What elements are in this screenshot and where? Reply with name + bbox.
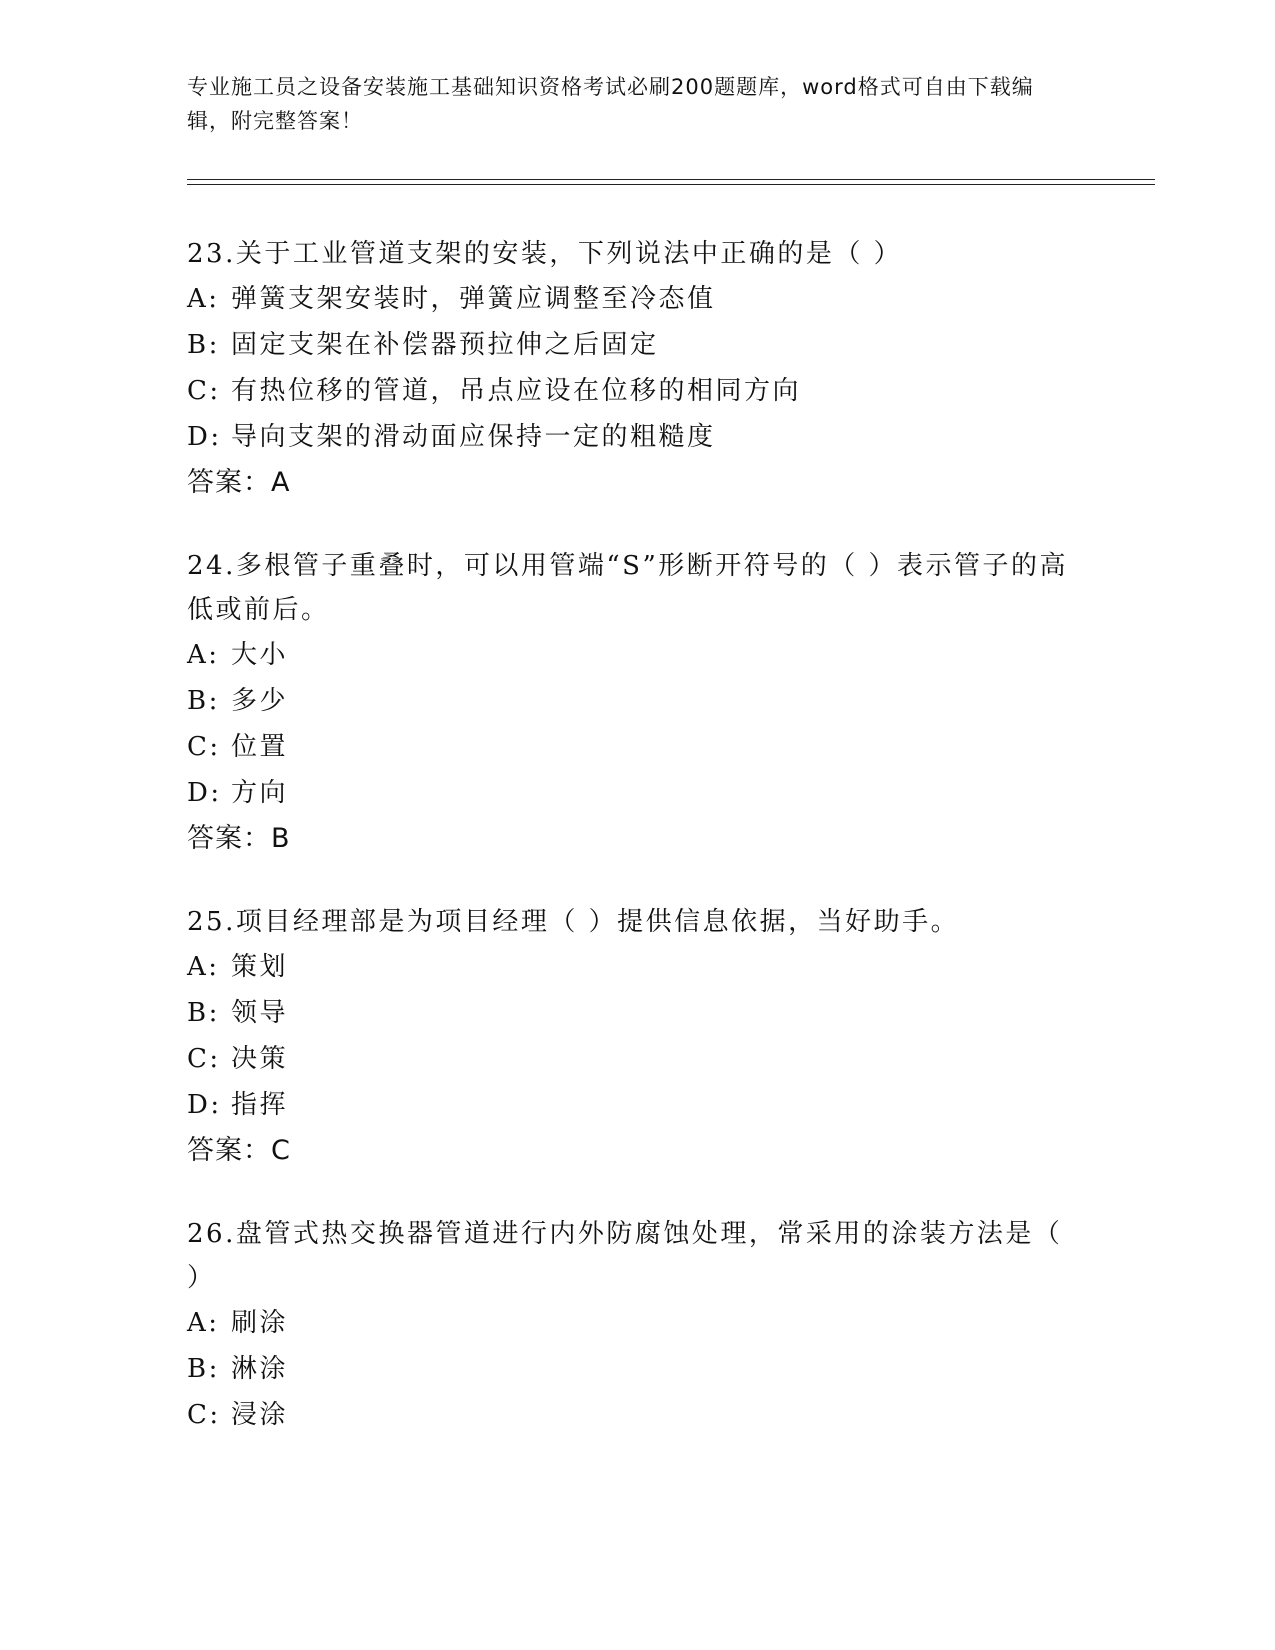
- question-stem: [187, 232, 1087, 276]
- question-text: 项目经理部是为项目经理（ ）提供信息依据，当好助手。: [235, 907, 960, 937]
- option-letter: B:: [187, 330, 220, 360]
- option-letter: B:: [187, 686, 220, 716]
- option-a: [187, 944, 1087, 990]
- option-letter: B:: [187, 998, 220, 1028]
- option-text: 决策: [231, 1044, 289, 1074]
- option-d: [187, 1082, 1087, 1128]
- answer-value: A: [271, 467, 291, 498]
- question-stem: [187, 900, 1087, 944]
- document-header: [187, 70, 1067, 138]
- answer-label: 答案：: [187, 1135, 271, 1166]
- option-letter: A:: [187, 952, 220, 982]
- question-number: 26.: [187, 1219, 236, 1249]
- option-b: [187, 678, 1087, 724]
- option-letter: C:: [187, 732, 221, 762]
- option-c: [187, 368, 1087, 414]
- option-letter: B:: [187, 1354, 220, 1384]
- option-d: [187, 770, 1087, 816]
- option-text: 多少: [231, 686, 289, 716]
- question-text: 盘管式热交换器管道进行内外防腐蚀处理，常采用的涂装方法是（ ）: [187, 1219, 1063, 1293]
- option-text: 浸涂: [231, 1400, 289, 1430]
- option-letter: A:: [187, 640, 220, 670]
- header-divider-top: [187, 179, 1155, 180]
- answer-label: 答案：: [187, 823, 271, 854]
- question-list: [187, 232, 1087, 1476]
- answer-line: [187, 1128, 1087, 1174]
- question-26: [187, 1212, 1087, 1438]
- option-letter: D:: [187, 1090, 222, 1120]
- option-c: [187, 724, 1087, 770]
- option-text: 指挥: [231, 1090, 289, 1120]
- question-number: 25.: [187, 907, 236, 937]
- option-text: 有热位移的管道，吊点应设在位移的相同方向: [231, 376, 802, 406]
- question-23: [187, 232, 1087, 506]
- option-letter: C:: [187, 1400, 221, 1430]
- option-a: [187, 276, 1087, 322]
- question-24: [187, 544, 1087, 862]
- option-letter: C:: [187, 376, 221, 406]
- option-text: 领导: [231, 998, 289, 1028]
- question-number: 24.: [187, 551, 236, 581]
- option-text: 位置: [231, 732, 289, 762]
- option-b: [187, 990, 1087, 1036]
- question-number: 23.: [187, 239, 236, 269]
- question-text: 关于工业管道支架的安装，下列说法中正确的是（ ）: [235, 239, 903, 269]
- answer-value: C: [271, 1135, 291, 1166]
- answer-line: [187, 816, 1087, 862]
- option-text: 固定支架在补偿器预拉伸之后固定: [231, 330, 659, 360]
- option-c: [187, 1392, 1087, 1438]
- option-text: 淋涂: [231, 1354, 289, 1384]
- answer-line: [187, 460, 1087, 506]
- question-text: 多根管子重叠时，可以用管端“S”形断开符号的（ ）表示管子的高低或前后。: [187, 551, 1069, 625]
- option-letter: C:: [187, 1044, 221, 1074]
- option-text: 弹簧支架安装时，弹簧应调整至冷态值: [231, 284, 716, 314]
- answer-value: B: [271, 823, 291, 854]
- answer-label: 答案：: [187, 467, 271, 498]
- option-text: 导向支架的滑动面应保持一定的粗糙度: [231, 422, 716, 452]
- option-a: [187, 632, 1087, 678]
- question-stem: [187, 1212, 1087, 1300]
- option-text: 大小: [231, 640, 289, 670]
- option-letter: D:: [187, 422, 222, 452]
- question-stem: [187, 544, 1087, 632]
- option-d: [187, 414, 1087, 460]
- option-text: 刷涂: [231, 1308, 289, 1338]
- option-letter: A:: [187, 284, 220, 314]
- option-text: 方向: [231, 778, 289, 808]
- option-b: [187, 1346, 1087, 1392]
- option-letter: D:: [187, 778, 222, 808]
- option-b: [187, 322, 1087, 368]
- option-letter: A:: [187, 1308, 220, 1338]
- option-text: 策划: [231, 952, 289, 982]
- document-title: 专业施工员之设备安装施工基础知识资格考试必刷200题题库，word格式可自由下载编辑，附完整答案！: [187, 75, 1034, 133]
- header-divider-bottom: [187, 184, 1155, 185]
- question-25: [187, 900, 1087, 1174]
- option-c: [187, 1036, 1087, 1082]
- option-a: [187, 1300, 1087, 1346]
